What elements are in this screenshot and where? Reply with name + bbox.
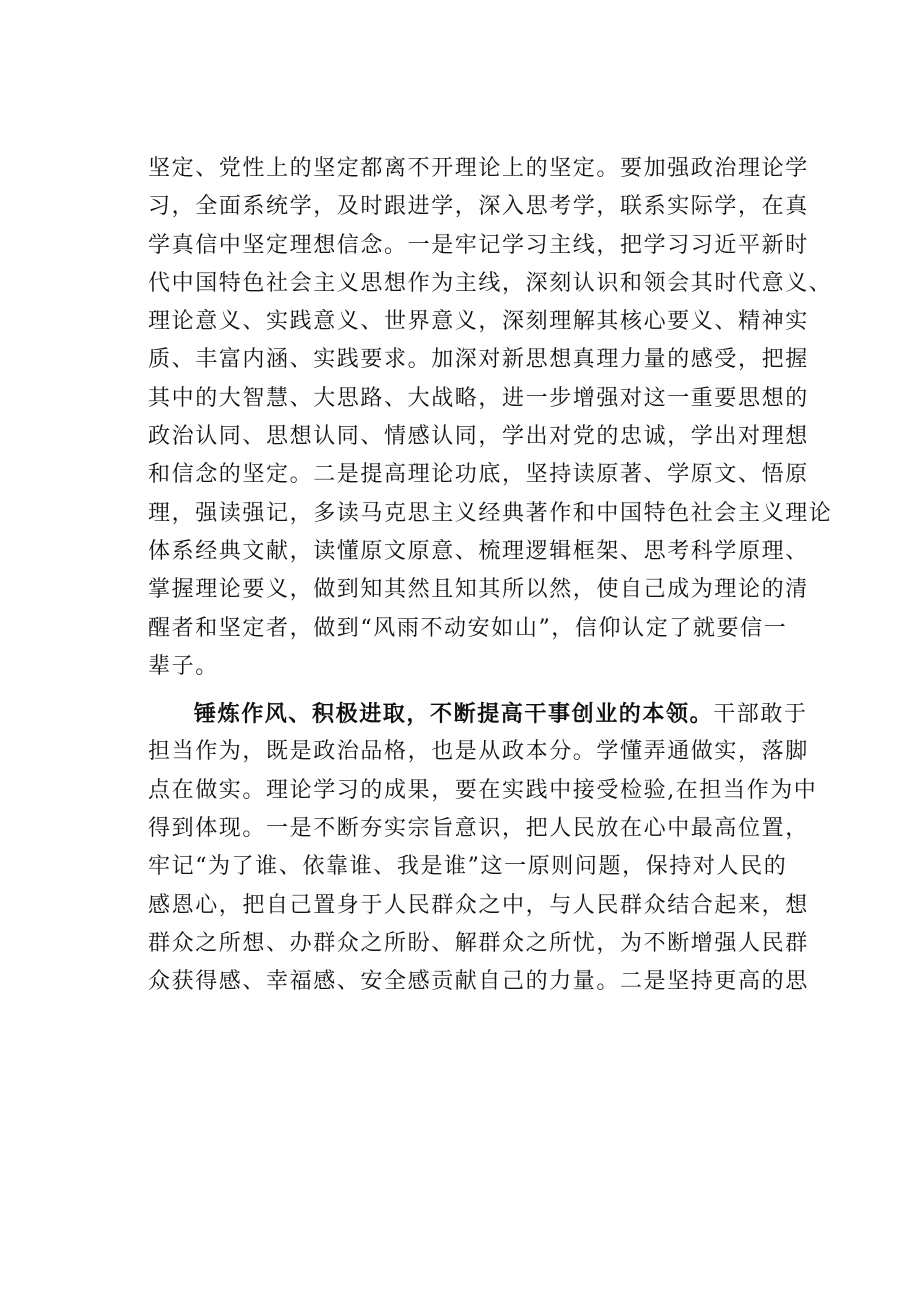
text-line: 政治认同、思想认同、情感认同，学出对党的忠诚，学出对理想 <box>148 424 809 450</box>
text-line: 坚定、党性上的坚定都离不开理论上的坚定。要加强政治理论学 <box>148 156 809 181</box>
text-line: 和信念的坚定。二是提高理论功底，坚持读原著、学原文、悟原 <box>148 462 809 488</box>
text-line: 其中的大智慧、大思路、大战略，进一步增强对这一重要思想的 <box>148 385 809 411</box>
text-line: 感恩心，把自己置身于人民群众之中，与人民群众结合起来，想 <box>148 892 809 918</box>
text-line: 理论意义、实践意义、世界意义，深刻理解其核心要义、精神实 <box>148 309 809 335</box>
text-line: 群众之所想、办群众之所盼、解群众之所忧，为不断增强人民群 <box>148 930 809 956</box>
text-line: 醒者和坚定者，做到“风雨不动安如山”，信仰认定了就要信一 <box>148 615 788 641</box>
paragraph-work-style <box>148 695 818 1001</box>
heading-continuation: 干部敢于 <box>713 702 808 728</box>
paragraph-heading: 锤炼作风、积极进取，不断提高干事创业的本领。 <box>194 701 714 728</box>
text-line: 质、丰富内涵、实践要求。加深对新思想真理力量的感受，把握 <box>148 347 809 373</box>
text-line: 众获得感、幸福感、安全感贡献自己的力量。二是坚持更高的思 <box>148 969 809 995</box>
text-line: 担当作为，既是政治品格，也是从政本分。学懂弄通做实，落脚 <box>148 739 809 765</box>
text-line: 得到体现。一是不断夯实宗旨意识，把人民放在心中最高位置， <box>148 816 809 842</box>
text-line: 辈子。 <box>148 653 219 679</box>
text-line: 牢记“为了谁、依靠谁、我是谁”这一原则问题，保持对人民的 <box>148 854 788 880</box>
paragraph-spacing <box>148 686 808 695</box>
text-line: 点在做实。理论学习的成果，要在实践中接受检验,在担当作为中 <box>148 777 818 803</box>
text-line: 理，强读强记，多读马克思主义经典著作和中国特色社会主义理论 <box>148 500 833 526</box>
text-line: 学真信中坚定理想信念。一是牢记学习主线，把学习习近平新时 <box>148 232 809 258</box>
text-line: 代中国特色社会主义思想作为主线，深刻认识和领会其时代意义、 <box>148 270 833 296</box>
document-body <box>148 150 833 1002</box>
paragraph-theory-study <box>148 150 833 686</box>
text-line: 习，全面系统学，及时跟进学，深入思考学，联系实际学，在真 <box>148 194 809 220</box>
text-line: 体系经典文献，读懂原文原意、梳理逻辑框架、思考科学原理、 <box>148 538 809 564</box>
paragraph-first-line <box>148 695 808 733</box>
text-line: 掌握理论要义，做到知其然且知其所以然，使自己成为理论的清 <box>148 577 809 603</box>
